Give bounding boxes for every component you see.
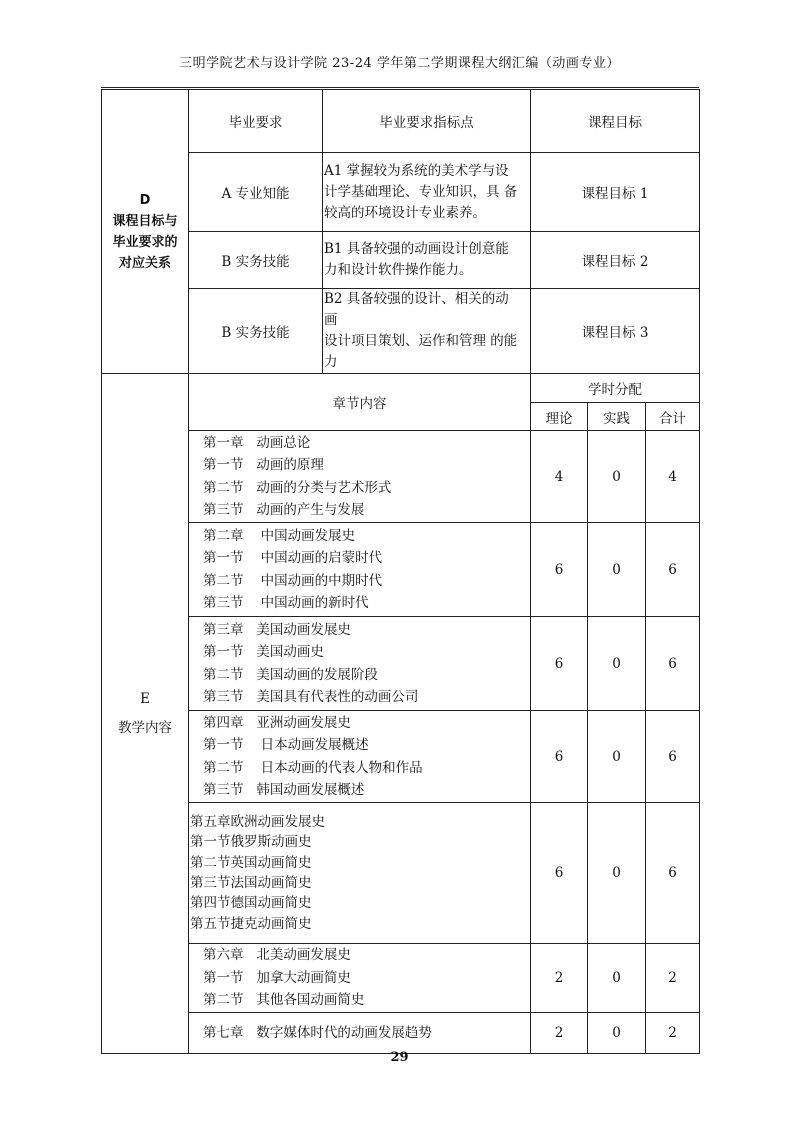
- indicator-line: A1 掌握较为系统的美术学与设: [324, 162, 509, 179]
- chapter-content: [189, 523, 531, 617]
- chapter-line: 第二节 中国动画的中期时代: [203, 572, 383, 589]
- chapter-line: 第二节 其他各国动画简史: [203, 992, 365, 1009]
- chapter-content: [189, 944, 531, 1013]
- chapter-line: 第五节捷克动画简史: [190, 915, 312, 932]
- theory-hours: 6: [531, 803, 588, 944]
- hours-header: 学时分配: [531, 374, 700, 403]
- indicator-cell: [323, 153, 531, 232]
- theory-hours: 6: [531, 617, 588, 711]
- indicator-cell: [323, 232, 531, 289]
- practice-hours: 0: [588, 944, 646, 1013]
- chapter-content: [189, 711, 531, 803]
- theory-hours: 2: [531, 1013, 588, 1054]
- chapter-line: 第二章 中国动画发展史: [203, 527, 356, 544]
- chapter-row: [102, 523, 700, 617]
- chapter-row: [102, 617, 700, 711]
- col-header-objective: 课程目标: [531, 90, 700, 153]
- page-header: 三明学院艺术与设计学院 23-24 学年第二学期课程大纲汇编（动画专业）: [179, 56, 620, 71]
- chapter-line: 第二节 日本动画的代表人物和作品: [203, 759, 423, 776]
- practice-hours: 0: [588, 523, 646, 617]
- chapter-line: 第七章 数字媒体时代的动画发展趋势: [203, 1024, 432, 1041]
- chapter-line: 第三节 美国具有代表性的动画公司: [203, 688, 419, 705]
- chapter-content: [189, 803, 531, 944]
- section-d-label: [102, 90, 189, 374]
- practice-hours: 0: [588, 711, 646, 803]
- total-hours: 6: [646, 711, 700, 803]
- requirement-row: [102, 153, 700, 232]
- chapter-content: [189, 1013, 531, 1054]
- section-e-header-row: [102, 374, 700, 403]
- indicator-cell: [323, 289, 531, 374]
- theory-hours: 6: [531, 523, 588, 617]
- chapter-line: 第二节英国动画简史: [190, 854, 312, 871]
- section-e-label: [102, 374, 189, 1054]
- indicator-line: 计学基础理论、专业知识，具 备: [324, 183, 518, 200]
- section-d-label-line: 对应关系: [118, 255, 171, 271]
- chapter-line: 第三节法国动画简史: [190, 875, 312, 891]
- theory-hours: 6: [531, 711, 588, 803]
- practice-hours: 0: [588, 617, 646, 711]
- total-hours: 2: [646, 1013, 700, 1054]
- chapter-line: 第一节俄罗斯动画史: [190, 834, 312, 851]
- indicator-line: B1 具备较强的动画设计创意能: [324, 241, 509, 257]
- chapter-line: 第五章欧洲动画发展史: [190, 813, 325, 830]
- hours-subheader-total: 合计: [646, 403, 700, 431]
- chapter-line: 第一节 加拿大动画简史: [203, 969, 351, 986]
- chapter-line: 第一节 中国动画的启蒙时代: [203, 550, 383, 567]
- content-header: 章节内容: [189, 374, 531, 431]
- hours-subheader-practice: 实践: [588, 403, 646, 431]
- col-header-indicator: 毕业要求指标点: [323, 90, 531, 153]
- chapter-line: 第三节 动画的产生与发展: [203, 501, 365, 518]
- chapter-row: [102, 431, 700, 523]
- indicator-line: 设计项目策划、运作和管理 的能: [324, 333, 518, 349]
- total-hours: 2: [646, 944, 700, 1013]
- chapter-line: 第六章 北美动画发展史: [203, 947, 351, 964]
- section-e-letter: E: [140, 690, 150, 707]
- section-d-header-row: [102, 90, 700, 153]
- section-e-label-line: 教学内容: [118, 719, 172, 736]
- chapter-line: 第四节德国动画简史: [190, 895, 312, 912]
- theory-hours: 4: [531, 431, 588, 523]
- page-number: 29: [390, 1050, 409, 1065]
- requirement-row: [102, 232, 700, 289]
- chapter-content: [189, 431, 531, 523]
- chapter-line: 第二节 美国动画的发展阶段: [203, 666, 378, 683]
- total-hours: 6: [646, 803, 700, 944]
- course-outline-table: [101, 89, 700, 1054]
- section-d-letter: D: [139, 192, 151, 208]
- chapter-line: 第三章 美国动画发展史: [203, 621, 351, 638]
- chapter-line: 第一节 动画的原理: [203, 457, 324, 474]
- practice-hours: 0: [588, 1013, 646, 1054]
- practice-hours: 0: [588, 803, 646, 944]
- chapter-line: 第三节 中国动画的新时代: [203, 594, 369, 611]
- chapter-line: 第一节 日本动画发展概述: [203, 737, 369, 754]
- requirement-row: [102, 289, 700, 374]
- requirement-cell: B 实务技能: [189, 289, 323, 374]
- col-header-requirement: 毕业要求: [189, 90, 323, 153]
- chapter-row: [102, 711, 700, 803]
- chapter-content: [189, 617, 531, 711]
- section-d-label-line: 毕业要求的: [112, 234, 178, 250]
- practice-hours: 0: [588, 431, 646, 523]
- chapter-row: [102, 944, 700, 1013]
- total-hours: 6: [646, 523, 700, 617]
- chapter-line: 第一节 美国动画史: [203, 644, 324, 661]
- requirement-cell: B 实务技能: [189, 232, 323, 289]
- chapter-line: 第二节 动画的分类与艺术形式: [203, 479, 392, 496]
- chapter-line: 第一章 动画总论: [203, 434, 311, 451]
- chapter-row: [102, 803, 700, 944]
- objective-cell: 课程目标 3: [531, 289, 700, 374]
- hours-subheader-theory: 理论: [531, 403, 588, 431]
- objective-cell: 课程目标 1: [531, 153, 700, 232]
- indicator-line: 力: [324, 354, 338, 370]
- theory-hours: 2: [531, 944, 588, 1013]
- chapter-line: 第四章 亚洲动画发展史: [203, 714, 351, 731]
- chapter-line: 第三节 韩国动画发展概述: [203, 781, 365, 798]
- total-hours: 6: [646, 617, 700, 711]
- section-d-label-line: 课程目标与: [112, 213, 178, 229]
- objective-cell: 课程目标 2: [531, 232, 700, 289]
- header-rule: [101, 87, 699, 88]
- indicator-line: 较高的环境设计专业素养。: [324, 204, 486, 221]
- indicator-line: 力和设计软件操作能力。: [324, 262, 473, 278]
- total-hours: 4: [646, 431, 700, 523]
- requirement-cell: A 专业知能: [189, 153, 323, 232]
- chapter-row: [102, 1013, 700, 1054]
- indicator-line: B2 具备较强的设计、相关的动 画: [324, 291, 509, 328]
